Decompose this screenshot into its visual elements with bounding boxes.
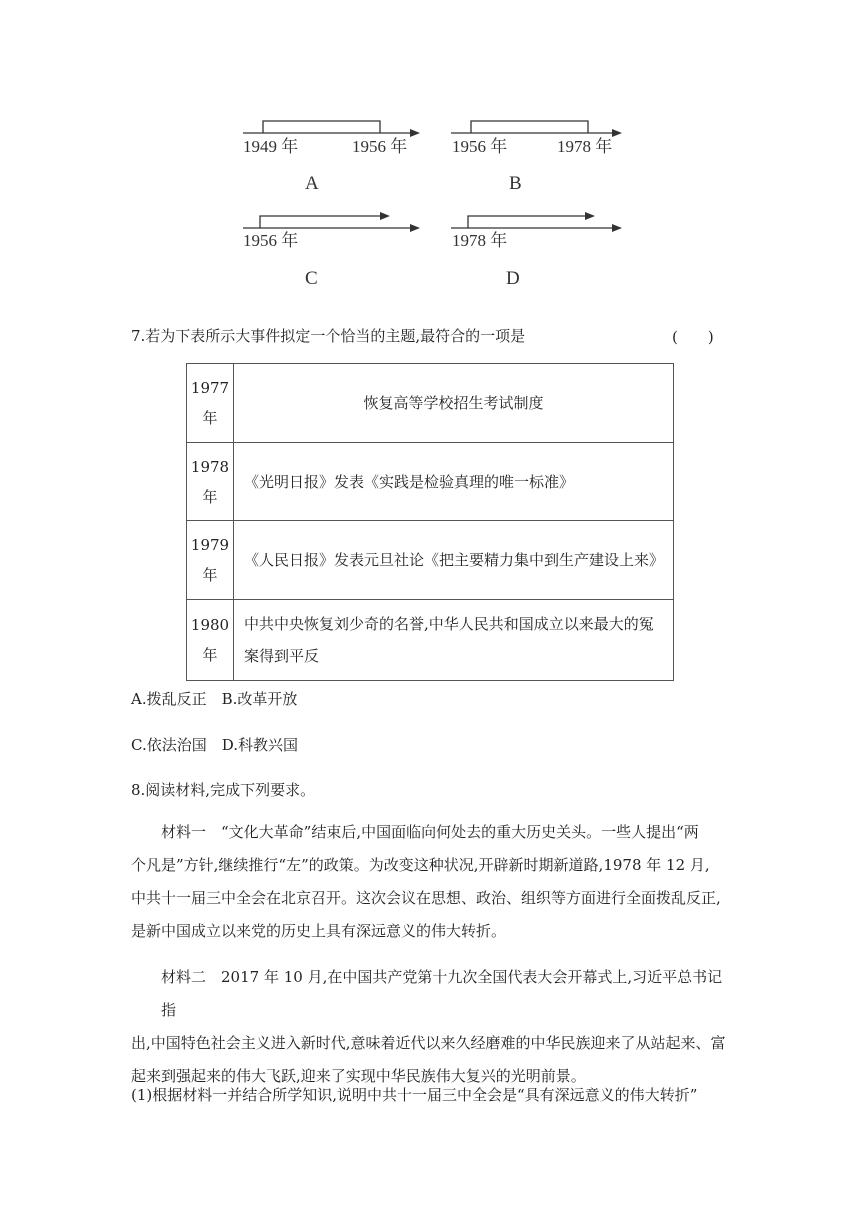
material-1 [131,816,731,948]
timeline-a-start: 1949 年 [243,137,299,156]
timeline-option-d [451,212,622,289]
option-letter-d: D [506,268,520,289]
event-cell: 恢复高等学校招生考试制度 [234,364,674,443]
timeline-c-start: 1956 年 [243,231,299,250]
material-1-line: 个凡是”方针,继续推行“左”的政策。为改变这种状况,开辟新时期新道路,1978 年 12 月, [131,856,710,874]
material-1-line: 材料一 “文化大革命”结束后,中国面临向何处去的重大历史关头。一些人提出“两 [161,823,699,841]
event-cell: 中共中央恢复刘少奇的名誉,中华人民共和国成立以来最大的冤 案得到平反 [234,600,674,681]
timeline-option-a [243,121,420,194]
event-cell: 《光明日报》发表《实践是检验真理的唯一标准》 [234,443,674,521]
timeline-options-diagram [0,0,860,300]
timeline-option-c [243,212,420,289]
timeline-a-end: 1956 年 [352,137,408,156]
timeline-option-b [451,121,622,194]
material-1-line: 是新中国成立以来党的历史上具有深远意义的伟大转折。 [131,922,507,940]
year-cell: 1979 年 [187,521,234,600]
answer-parentheses: ( ) [672,328,714,346]
question-7-choices-row-2: C.依法治国 D.科教兴国 [131,736,298,754]
question-8-stem: 8.阅读材料,完成下列要求。 [131,781,316,799]
timeline-b-end: 1978 年 [557,137,613,156]
material-2-line: 起来到强起来的伟大飞跃,迎来了实现中华民族伟大复兴的光明前景。 [131,1067,586,1085]
material-2-line: 出,中国特色社会主义进入新时代,意味着近代以来久经磨难的中华民族迎来了从站起来、富 [131,1034,726,1052]
table-row [187,521,674,600]
question-8-sub-1: (1)根据材料一并结合所学知识,说明中共十一届三中全会是“具有深远意义的伟大转折” [131,1086,698,1104]
timeline-b-start: 1956 年 [452,137,508,156]
material-1-line: 中共十一届三中全会在北京召开。这次会议在思想、政治、组织等方面进行全面拨乱反正, [131,889,721,907]
year-cell: 1978 年 [187,443,234,521]
material-2-line: 材料二 2017 年 10 月,在中国共产党第十九次全国代表大会开幕式上,习近平总书记指 [161,968,723,1019]
option-letter-a: A [305,173,319,194]
timeline-d-start: 1978 年 [452,231,508,250]
material-2 [131,961,731,1093]
year-cell: 1977 年 [187,364,234,443]
year-cell: 1980 年 [187,600,234,681]
question-7-choices-row-1: A.拨乱反正 B.改革开放 [131,690,298,708]
table-row [187,600,674,681]
event-cell: 《人民日报》发表元旦社论《把主要精力集中到生产建设上来》 [234,521,674,600]
question-7-stem: 7.若为下表所示大事件拟定一个恰当的主题,最符合的一项是 [131,327,526,345]
table-row [187,443,674,521]
option-letter-b: B [509,173,522,194]
events-table [186,363,674,681]
table-row [187,364,674,443]
option-letter-c: C [305,268,318,289]
